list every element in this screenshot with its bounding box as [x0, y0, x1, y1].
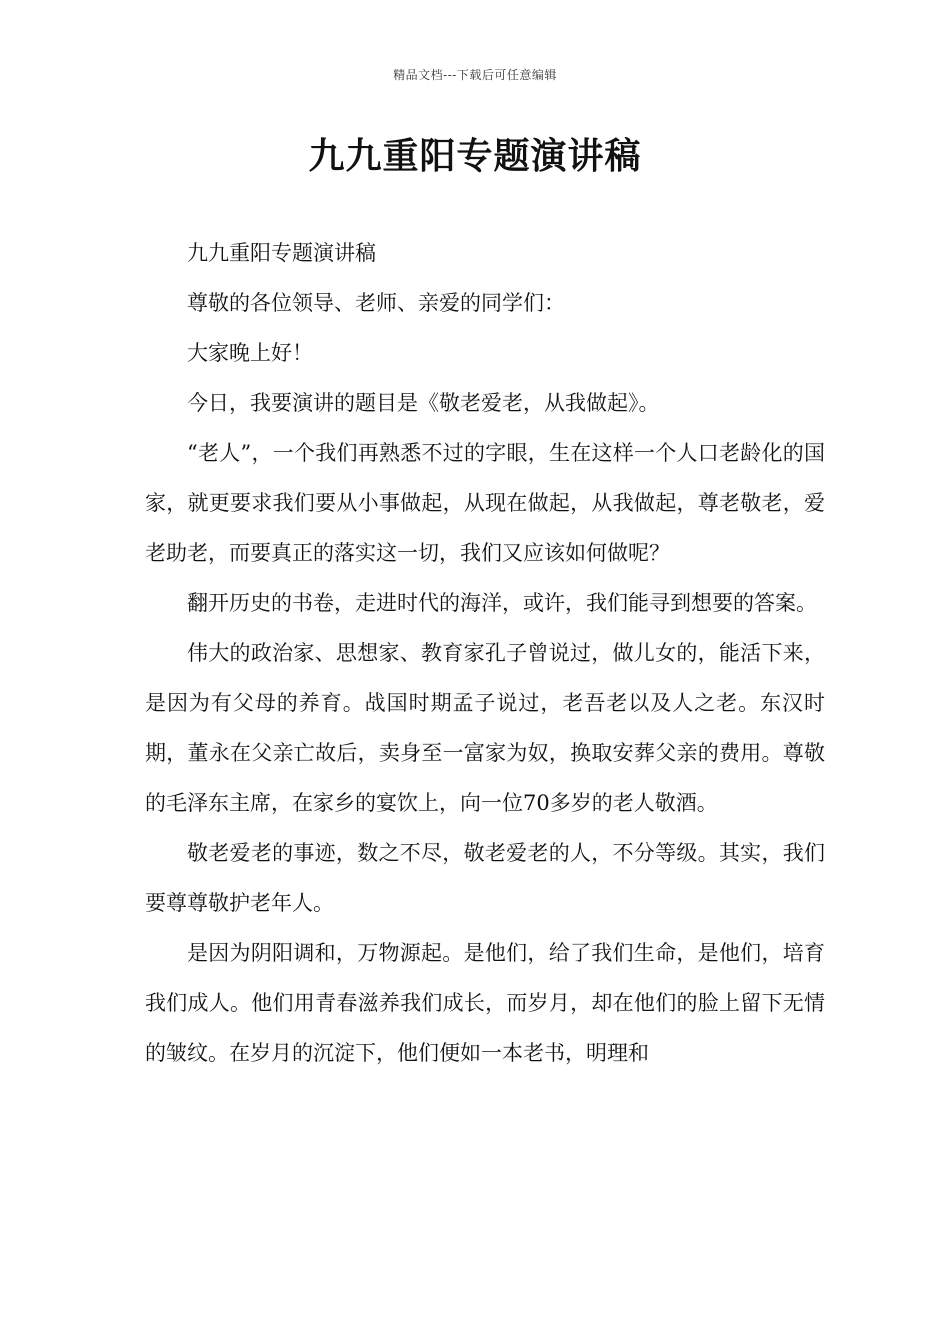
- paragraph-body: 是因为阴阳调和，万物源起。是他们，给了我们生命，是他们，培育我们成人。他们用青春滋养我们成长，而岁月，却在他们的脸上留下无情的皱纹。在岁月的沉淀下，他们便如一本老书，明理和: [145, 941, 825, 1065]
- page-header-note: 精品文档---下载后可任意编辑: [393, 68, 557, 82]
- document-body: [145, 228, 825, 1078]
- paragraph-topic: 今日，我要演讲的题目是《敬老爱老，从我做起》。: [187, 391, 660, 415]
- paragraph-body: 敬老爱老的事迹，数之不尽，敬老爱老的人，不分等级。其实，我们要尊尊敬护老年人。: [145, 841, 825, 915]
- paragraph-subtitle: 九九重阳专题演讲稿: [187, 241, 376, 265]
- document-title: 九九重阳专题演讲稿: [308, 136, 642, 177]
- paragraph-body: 翻开历史的书卷，走进时代的海洋，或许，我们能寻到想要的答案。: [187, 591, 817, 615]
- paragraph-body: 伟大的政治家、思想家、教育家孔子曾说过，做儿女的，能活下来，是因为有父母的养育。战国时期孟子说过，老吾老以及人之老。东汉时期，董永在父亲亡故后，卖身至一富家为奴，换取安葬父亲的费用。尊敬的毛泽东主席，在家乡的宴饮上，向一位70多岁的老人敬酒。: [145, 641, 825, 815]
- paragraph-greeting: 大家晚上好！: [187, 341, 313, 365]
- paragraph-greeting-audience: 尊敬的各位领导、老师、亲爱的同学们：: [187, 291, 565, 315]
- paragraph-body: “老人”，一个我们再熟悉不过的字眼，生在这样一个人口老龄化的国家，就更要求我们要从小事做起，从现在做起，从我做起，尊老敬老，爱老助老，而要真正的落实这一切，我们又应该如何做呢？: [145, 441, 825, 565]
